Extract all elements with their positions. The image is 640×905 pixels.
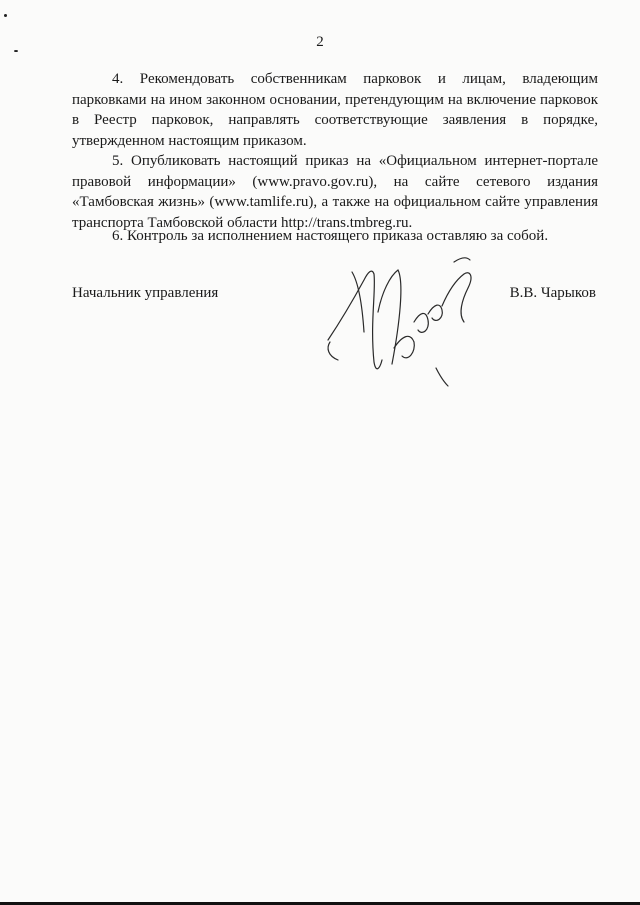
paragraph-item-4: 4. Рекомендовать собственникам парковок и лицам, владеющим парковками на ином законном основании, претендующим на включение парковок в Реестр парковок, направлять соответствующие заявления в порядке, утвержденном настоящим приказом. bbox=[72, 71, 598, 149]
page-number: 2 bbox=[316, 34, 324, 50]
scan-speck bbox=[14, 50, 18, 52]
paragraph-item-6: 6. Контроль за исполнением настоящего приказа оставляю за собой. bbox=[112, 228, 549, 244]
signer-name: В.В. Чарыков bbox=[509, 285, 596, 301]
handwritten-signature bbox=[318, 252, 488, 392]
scan-speck bbox=[4, 14, 7, 17]
paragraph-item-5: 5. Опубликовать настоящий приказ на «Официальном интернет-портале правовой информации» (www.pravo.gov.ru), на сайте сетевого издания «Тамбовская жизнь» (www.tamlife.ru), а также на официальном сайте управления транспорта Тамбовской области http://trans.tmbreg.ru. bbox=[72, 153, 598, 231]
signer-title: Начальник управления bbox=[72, 285, 219, 301]
